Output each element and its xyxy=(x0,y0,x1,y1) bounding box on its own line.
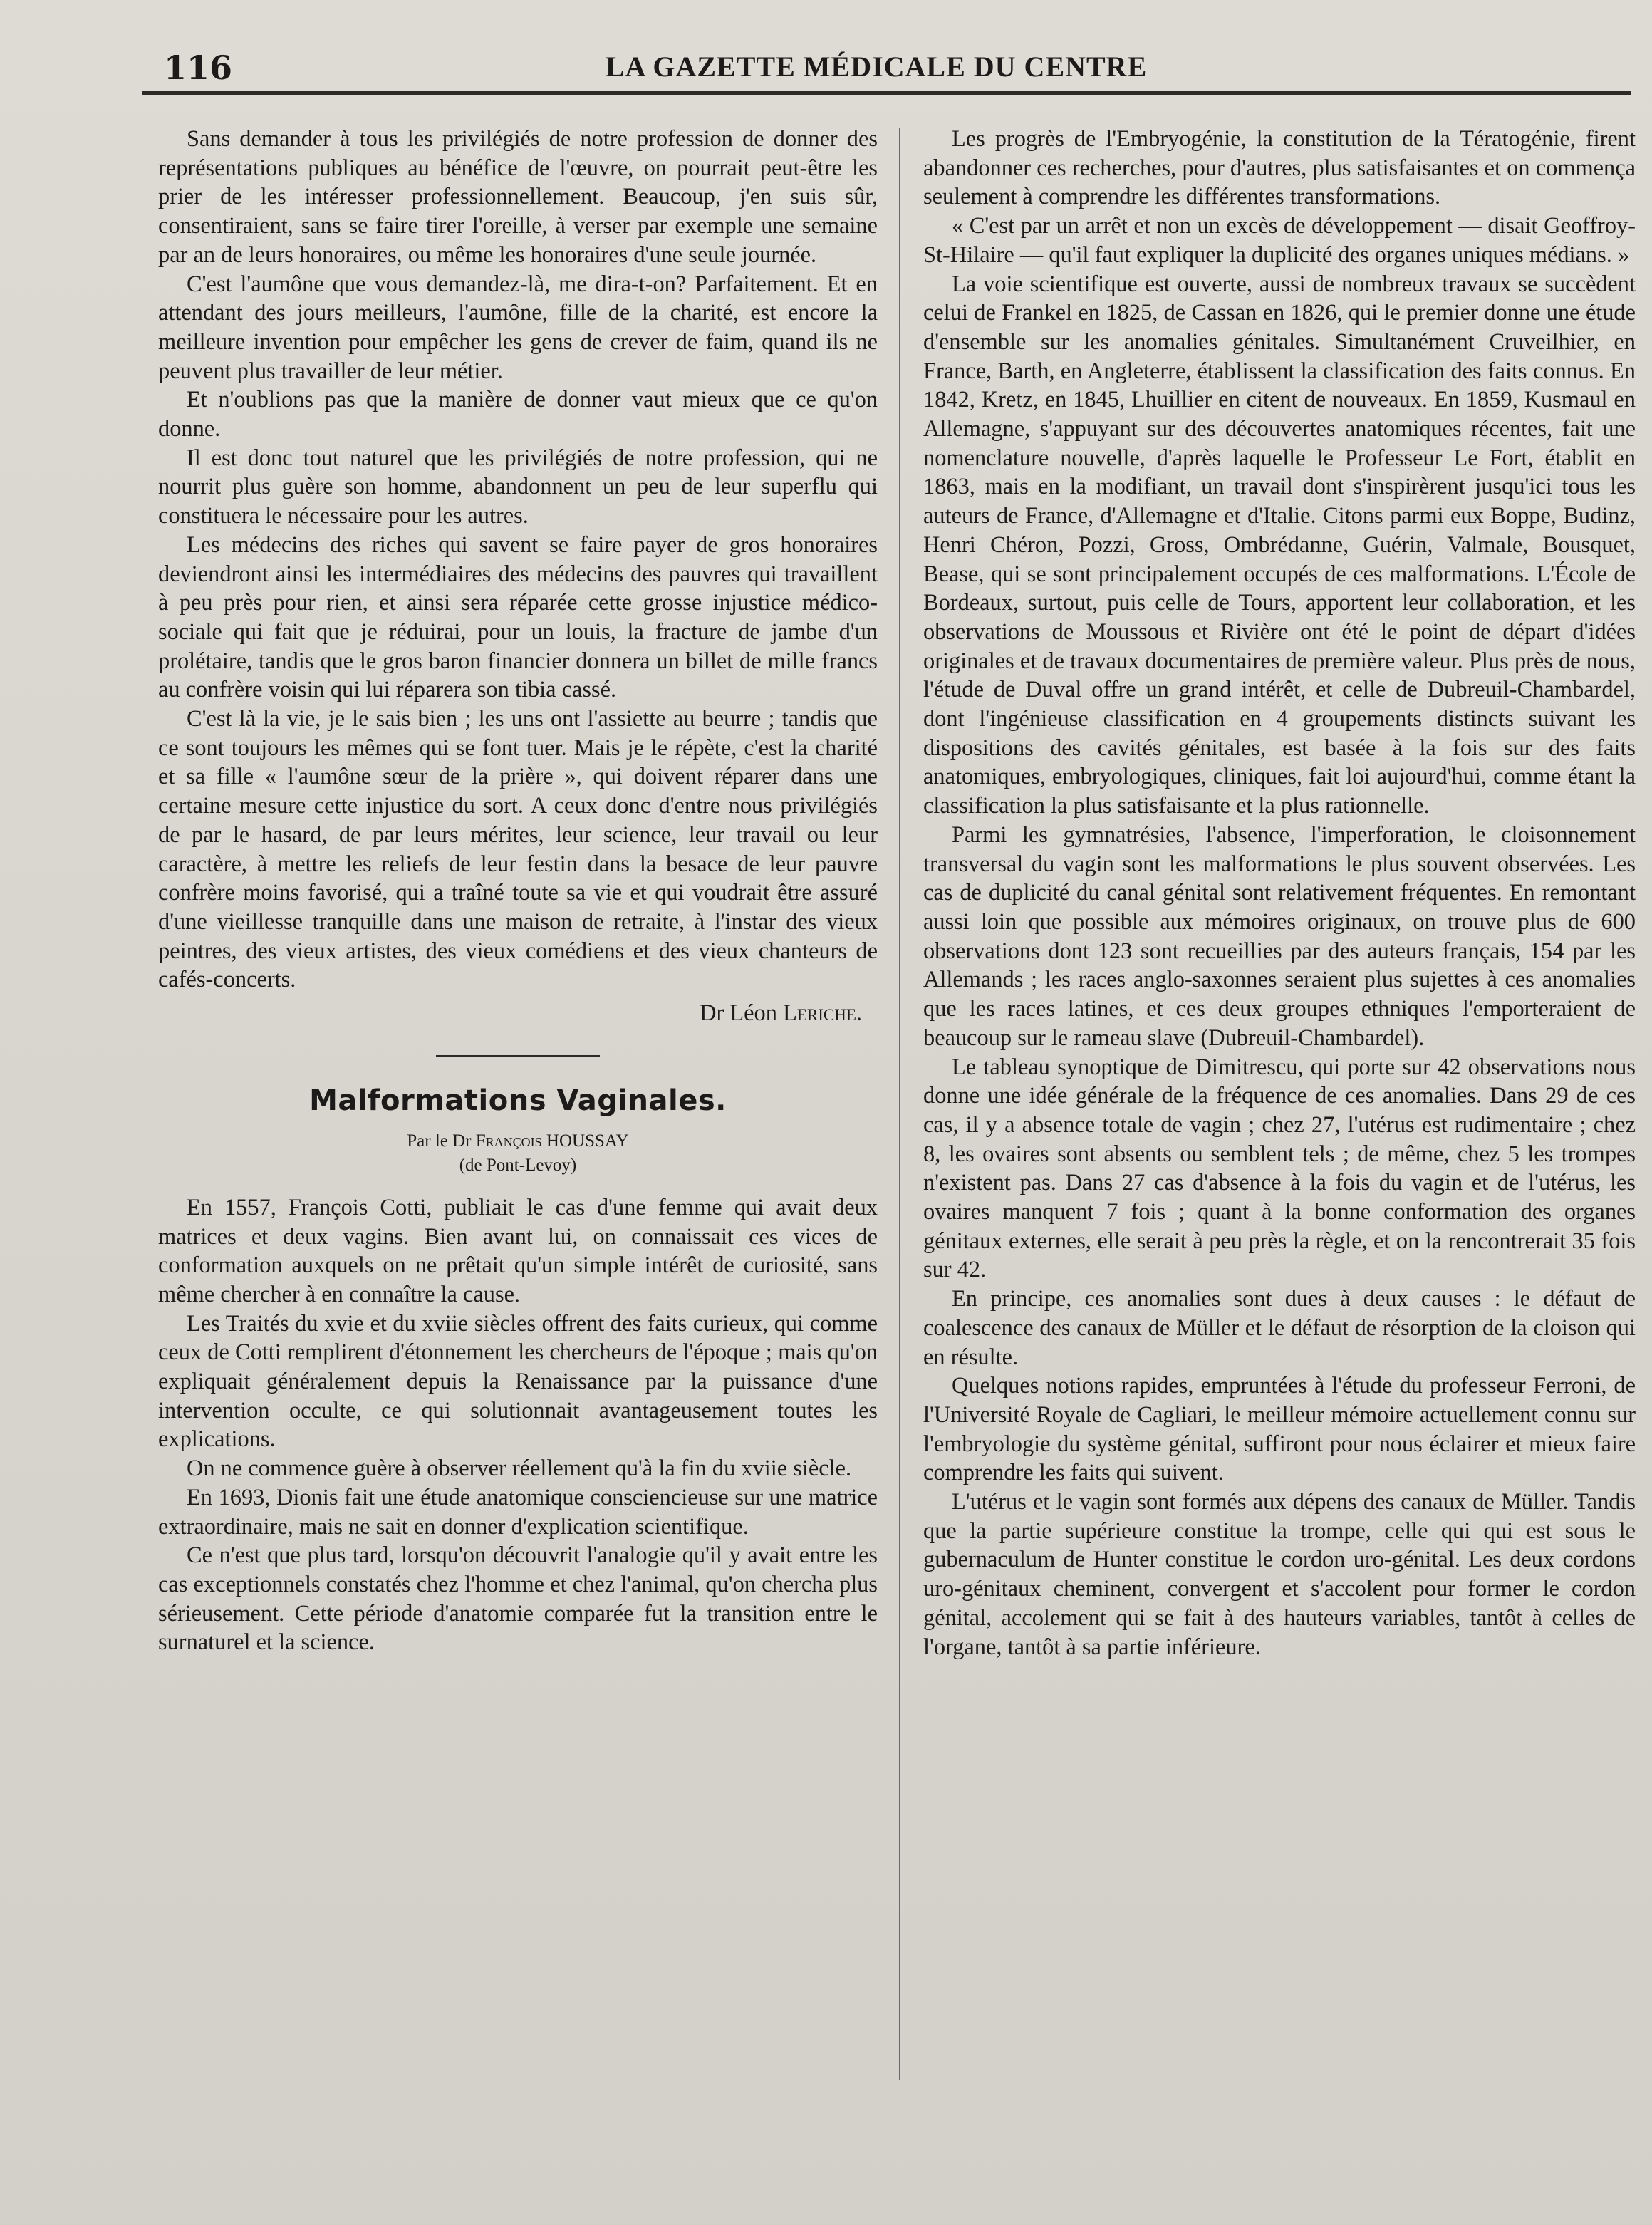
paragraph: En principe, ces anomalies sont dues à deux causes : le défaut de coalescence des canaux de Müller et le défaut de résorption de la cloison qui en résulte. xyxy=(923,1286,1636,1370)
paragraph: « C'est par un arrêt et non un excès de développement — disait Geoffroy-St-Hilaire — qu'il faut expliquer la duplicité des organes uniques médians. » xyxy=(923,213,1636,268)
paragraph: On ne commence guère à observer réellement qu'à la fin du xviie siècle. xyxy=(187,1456,852,1482)
right-column xyxy=(923,125,1636,2091)
byline-prefix: Par le Dr xyxy=(407,1131,472,1151)
paragraph: Ce n'est que plus tard, lorsqu'on découvrit l'analogie qu'il y avait entre les cas exceptionnels constatés chez l'homme et chez l'animal, qu'on chercha plus sérieusement. Cette période d'anatomie comparée fut la transition entre le surnaturel et la science. xyxy=(158,1542,878,1656)
paragraph: Les progrès de l'Embryogénie, la constitution de la Tératogénie, firent abandonner ces recherches, pour d'autres, plus satisfaisantes et on commença seulement à comprendre les différentes transformations. xyxy=(923,126,1636,210)
paragraph: Quelques notions rapides, empruntées à l'étude du professeur Ferroni, de l'Université Royale de Cagliari, le meilleur mémoire actuellement connu sur l'embryologie du système génital, suffiront pour nous éclairer et mieux faire comprendre les faits qui suivent. xyxy=(923,1373,1636,1486)
paragraph: C'est là la vie, je le sais bien ; les uns ont l'assiette au beurre ; tandis que ce sont toujours les mêmes qui se font tuer. Mais je le répète, c'est la charité et sa fille « l'aumône sœur de la prière », qui doivent réparer dans une certaine mesure cette injustice du sort. A ceux donc d'entre nous privilégiés de par le hasard, de par leurs mérites, leur science, leur travail ou leur caractère, à mettre les reliefs de leur festin dans la besace de leur pauvre confrère moins favorisé, qui a traîné toute sa vie et qui voudrait être assuré d'une vieillesse tranquille dans une maison de retraite, à l'instar des vieux peintres, des vieux artistes, des vieux comédiens et des vieux chanteurs de cafés-concerts. xyxy=(158,706,878,993)
paragraph: La voie scientifique est ouverte, aussi de nombreux travaux se succèdent celui de Frankel en 1825, de Cassan en 1826, qui le premier donne une étude d'ensemble sur les anomalies génitales. Simultanément Cruveilhier, en France, Barth, en Angleterre, établissent la classification des faits connus. En 1842, Kretz, en 1845, Lhuillier en citent de nouveaux. En 1859, Kusmaul en Allemagne, s'appuyant sur des découvertes anatomiques récentes, fait une nomenclature nouvelle, d'après laquelle le Professeur Le Fort, établit en 1863, mais en la modifiant, un travail dont s'inspirèrent jusqu'ici tous les auteurs de France, d'Allemagne et d'Italie. Citons parmi eux Boppe, Budinz, Henri Chéron, Pozzi, Gross, Ombrédanne, Guérin, Valmale, Bousquet, Bease, qui se sont principalement occupés de ces malformations. L'École de Bordeaux, surtout, puis celle de Tours, apportent leur collaboration, et les observations de Moussous et Rivière ont été le point de départ d'idées originales et de travaux documentaires de première valeur. Plus près de nous, l'étude de Duval offre un grand intérêt, et celle de Dubreuil-Chambardel, dont l'ingénieuse classification en 4 groupements distincts suivant les dispositions des cavités génitales, est basée à la fois sur des faits anatomiques, embryologiques, cliniques, fait loi aujourd'hui, comme étant la classification la plus satisfaisante et la plus rationnelle. xyxy=(923,271,1636,819)
paragraph: Les Traités du xvie et du xviie siècles offrent des faits curieux, qui comme ceux de Cotti remplirent d'étonnement les chercheurs de l'époque ; mais qu'on expliquait généralement depuis la Renaissance par la puissance d'une intervention occulte, ce qui solutionnait avantageusement toutes les explications. xyxy=(158,1310,878,1453)
column-divider xyxy=(899,128,900,2080)
paragraph: C'est l'aumône que vous demandez-là, me dira-t-on? Parfaitement. Et en attendant des jours meilleurs, l'aumône, fille de la charité, est encore la meilleure invention pour empêcher les gens de crever de faim, quand ils ne peuvent plus travailler de leur métier. xyxy=(158,271,878,384)
left-column xyxy=(158,125,878,2091)
paragraph: En 1557, François Cotti, publiait le cas d'une femme qui avait deux matrices et deux vagins. Bien avant lui, on connaissait ces vices de conformation auxquels on ne prêtait qu'un simple intérêt de curiosité, sans même chercher à en connaître la cause. xyxy=(158,1194,878,1307)
page-number: 116 xyxy=(164,48,233,87)
page-header xyxy=(164,43,1631,93)
section-divider xyxy=(436,1055,600,1057)
signature-prefix: Dr Léon xyxy=(700,1000,777,1027)
signature-name: Leriche. xyxy=(783,1000,862,1027)
paragraph: Et n'oublions pas que la manière de donner vaut mieux que ce qu'on donne. xyxy=(158,387,878,442)
paragraph: Le tableau synoptique de Dimitrescu, qui porte sur 42 observations nous donne une idée générale de la fréquence de ces anomalies. Dans 29 de ces cas, il y a absence totale de vagin ; chez 27, l'utérus est rudimentaire ; chez 8, les ovaires sont absents ou semblent tels ; de même, chez 5 les trompes n'existent pas. Dans 27 cas d'absence à la fois du vagin et de l'utérus, les ovaires manquent 7 fois ; quant à la bonne conformation des organes génitaux externes, elle serait à peu près la règle, et on la rencontrerait 35 fois sur 42. xyxy=(923,1054,1636,1283)
paragraph: Parmi les gymnatrésies, l'absence, l'imperforation, le cloisonnement transversal du vagin sont les malformations le plus souvent observées. Les cas de duplicité du canal génital sont relativement fréquentes. En remontant aussi loin que possible aux mémoires originaux, on trouve plus de 600 observations dont 123 sont recueillies par des auteurs français, 154 par les Allemands ; les races anglo-saxonnes seraient plus sujettes à ces anomalies que les races latines, et ces deux groupes ethniques l'emporteraient de beaucoup sur le rameau slave (Dubreuil-Chambardel). xyxy=(923,821,1636,1051)
paragraph: Sans demander à tous les privilégiés de notre profession de donner des représentations publiques au bénéfice de l'œuvre, on pourrait peut-être les prier de les intéresser professionnellement. Beaucoup, j'en suis sûr, consentiraient, sans se faire tirer l'oreille, à verser par exemple une semaine par an de leurs honoraires, ou même les honoraires d'une seule journée. xyxy=(158,126,878,268)
paragraph: En 1693, Dionis fait une étude anatomique consciencieuse sur une matrice extraordinaire, mais ne sait en donner d'explication scientifique. xyxy=(158,1484,878,1540)
author-signature xyxy=(158,999,878,1028)
article-title: Malformations Vaginales. xyxy=(309,1084,727,1117)
paragraph: Il est donc tout naturel que les privilégiés de notre profession, qui ne nourrit plus guère son homme, abandonnent un peu de leur superflu qui constituera le nécessaire pour les autres. xyxy=(158,445,878,529)
article-byline xyxy=(158,1129,878,1153)
paragraph: Les médecins des riches qui savent se faire payer de gros honoraires deviendront ainsi les intermédiaires des médecins des pauvres qui travaillent à peu près pour rien, et ainsi sera réparée cette grosse injustice médico-sociale qui fait que je réduirai, pour un louis, la fracture de jambe d'un prolétaire, tandis que le gros baron financier donnera un billet de mille francs au confrère voisin qui lui réparera son tibia cassé. xyxy=(158,531,878,703)
journal-title: LA GAZETTE MÉDICALE DU CENTRE xyxy=(606,51,1148,83)
byline-author: François HOUSSAY xyxy=(475,1131,629,1151)
header-rule xyxy=(142,91,1631,95)
byline-place: (de Pont-Levoy) xyxy=(459,1155,577,1175)
paragraph: L'utérus et le vagin sont formés aux dépens des canaux de Müller. Tandis que la partie supérieure constitue la trompe, celle qui qui est sous le gubernaculum de Hunter constitue le cordon uro-génital. Les deux cordons uro-génitaux cheminent, convergent et s'accolent pour former le cordon génital, accolement qui se fait à des hauteurs variables, tantôt à celles de l'organe, tantôt à sa partie inférieure. xyxy=(923,1489,1636,1660)
